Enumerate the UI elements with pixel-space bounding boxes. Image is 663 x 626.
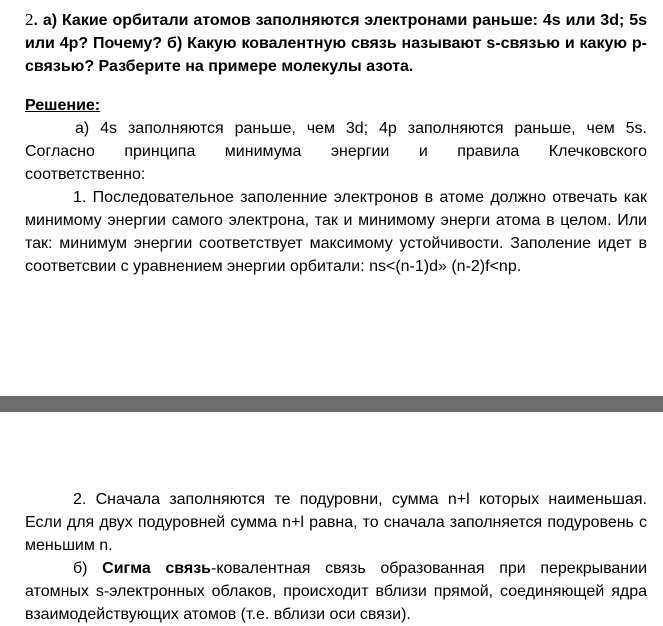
part-b-term: Сигма связь xyxy=(102,560,212,577)
solution-heading: Решение: xyxy=(25,97,101,114)
task-statement xyxy=(25,8,647,78)
solution-point-2-and-b xyxy=(25,488,647,626)
task-number: 2 xyxy=(25,10,34,29)
solution-part-a xyxy=(25,117,647,186)
part-a-line-3: соответственно: xyxy=(25,166,146,183)
part-a-line-1: а) 4s заполняются раньше, чем 3d; 4p заполняются раньше, чем 5s. xyxy=(75,120,647,137)
page-separator xyxy=(0,396,663,412)
solution-point-1 xyxy=(25,186,647,278)
point-2-text: 2. Сначала заполняются те подуровни, сумма n+l которых наименьшая. Если для двух подуровней сумма n+l равна, то сначала заполняется подуровень с меньшим n. xyxy=(25,491,647,554)
task-text: . а) Какие орбитали атомов заполняются электронами раньше: 4s или 3d; 5s или 4p? Почему? б) Какую ковалентную связь называют s-связью и какую p-связью? Разберите на примере молекулы азота. xyxy=(25,12,647,75)
part-b-prefix: б) xyxy=(73,560,103,577)
point-1-text: 1. Последовательное заполенние электронов в атоме должно отвечать как минимому энергии самого электрона, так и минимому энерги атома в целом. Или так: минимум энергии соответствует максимому устойчивости. Заполение идет в соответсвии с уравнением энергии орбитали: ns<(n-1)d» (n-2)f<np. xyxy=(25,189,647,275)
part-a-line-2: Согласно принципа минимума энергии и правила Клечковского xyxy=(25,143,647,160)
part-b-text xyxy=(25,557,647,626)
part-b-rest: -ковалентная связь образованная при перекрывании атомных s-электронных облаков, происходит вблизи прямой, соединяющей ядра взаимодействующих атомов (т.е. вблизи оси связи). xyxy=(25,560,648,623)
